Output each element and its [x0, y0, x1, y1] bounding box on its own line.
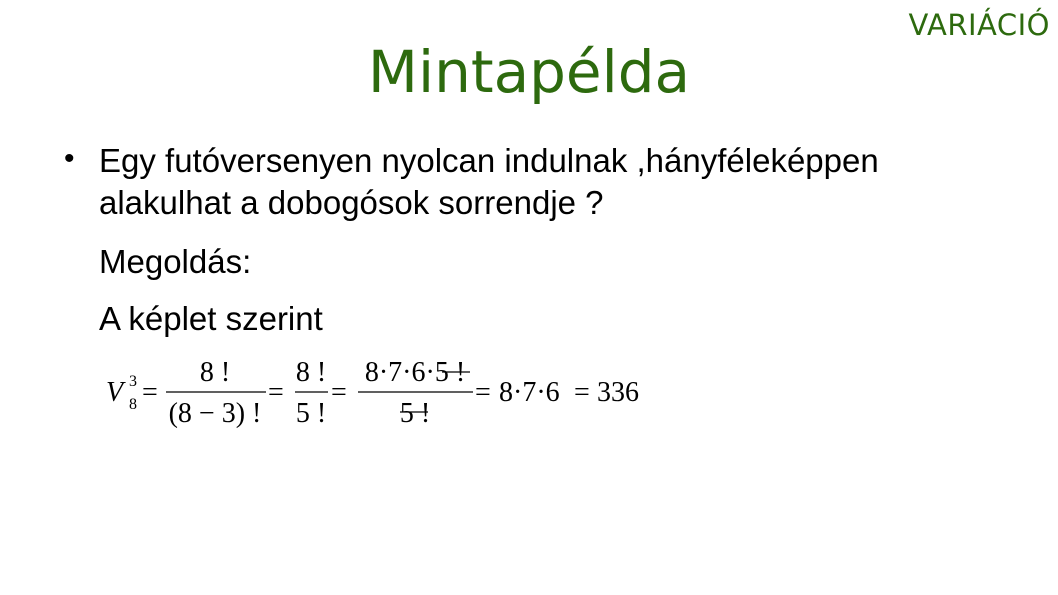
formula-result: 336 [597, 377, 639, 408]
formula-product: 8·7·6 [499, 377, 560, 408]
equals-sign: = [574, 377, 590, 408]
equals-sign: = [475, 377, 491, 408]
frac3-numerator: 8·7·6·5 ! [364, 357, 466, 388]
section-label: VARIÁCIÓ [908, 8, 1050, 42]
question-line-2: alakulhat a dobogósok sorrendje ? [99, 184, 604, 221]
frac2-numerator: 8 ! [295, 357, 327, 388]
question-line-1: Egy futóversenyen nyolcan indulnak ,hányféleképpen [99, 142, 879, 179]
equals-sign: = [142, 377, 158, 408]
formula-subscript: 8 [129, 396, 137, 413]
frac1-numerator: 8 ! [199, 357, 231, 388]
frac1-denominator: (8 − 3) ! [168, 398, 262, 429]
solution-label: Megoldás: [99, 243, 252, 280]
equals-sign: = [331, 377, 347, 408]
equals-sign: = [268, 377, 284, 408]
page-title: Mintapélda [367, 38, 691, 106]
formula-intro: A képlet szerint [99, 300, 323, 337]
formula-symbol: V [106, 377, 124, 408]
variation-formula [100, 352, 660, 442]
bullet-dot-icon: • [64, 142, 75, 175]
frac2-denominator: 5 ! [295, 398, 327, 429]
frac3-denominator: 5 ! [399, 398, 431, 429]
formula-superscript: 3 [129, 373, 137, 390]
